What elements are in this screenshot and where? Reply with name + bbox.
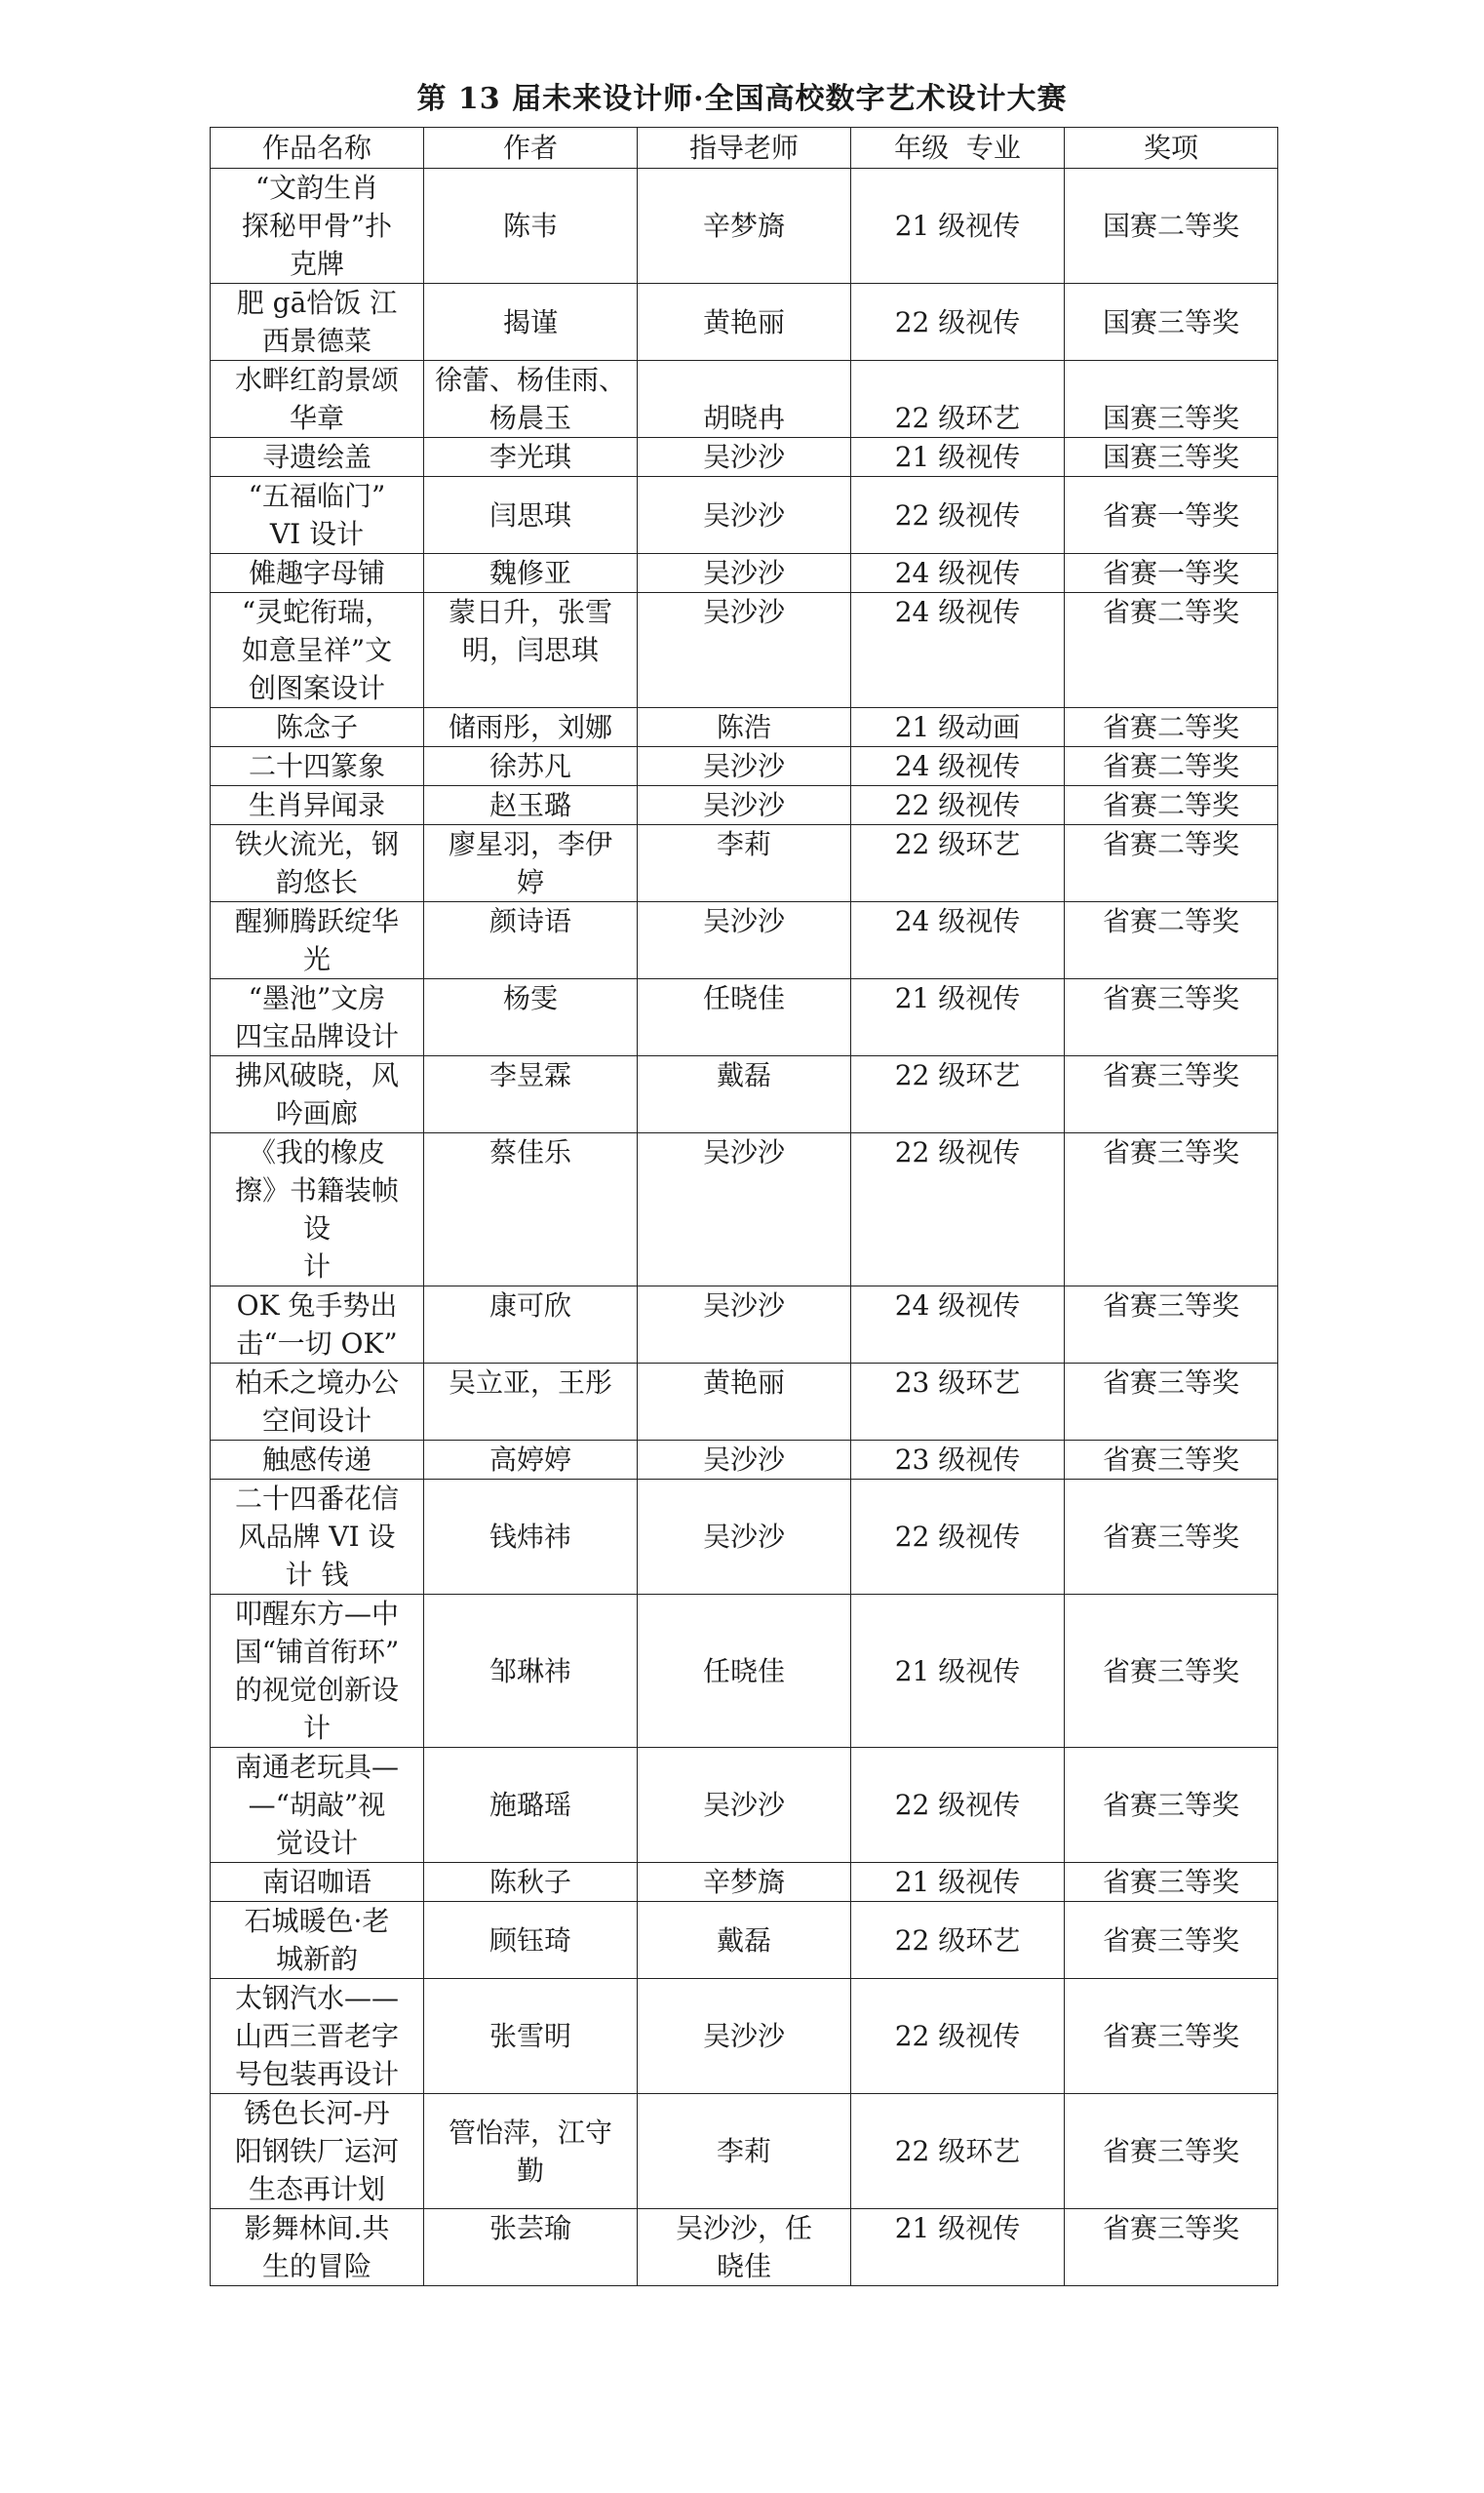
cell-work: “墨池”文房 四宝品牌设计	[211, 979, 424, 1056]
table-row	[211, 1364, 1278, 1441]
cell-advisor: 吴沙沙	[638, 786, 851, 825]
cell-work: 水畔红韵景颂 华章	[211, 361, 424, 438]
cell-grade-major: 21 级视传	[851, 1863, 1065, 1902]
cell-award: 国赛二等奖	[1065, 169, 1278, 284]
cell-author: 张雪明	[424, 1979, 638, 2094]
table-row	[211, 1133, 1278, 1286]
cell-award: 省赛三等奖	[1065, 1863, 1278, 1902]
cell-grade-major: 21 级动画	[851, 708, 1065, 747]
cell-grade-major: 24 级视传	[851, 593, 1065, 708]
cell-award: 省赛三等奖	[1065, 1133, 1278, 1286]
cell-author: 徐蕾、杨佳雨、 杨晨玉	[424, 361, 638, 438]
header-row	[211, 128, 1278, 169]
cell-work: 石城暖色·老 城新韵	[211, 1902, 424, 1979]
page-title: 第 13 届未来设计师·全国高校数字艺术设计大赛	[416, 82, 1068, 116]
cell-work: 叩醒东方—中 国“铺首衔环” 的视觉创新设 计	[211, 1595, 424, 1748]
cell-work: 醒狮腾跃绽华 光	[211, 902, 424, 979]
table-row	[211, 477, 1278, 554]
cell-award: 国赛三等奖	[1065, 361, 1278, 438]
table-row	[211, 1480, 1278, 1595]
cell-grade-major: 24 级视传	[851, 554, 1065, 593]
cell-award: 省赛三等奖	[1065, 1056, 1278, 1133]
cell-advisor: 辛梦旖	[638, 1863, 851, 1902]
cell-award: 省赛三等奖	[1065, 1979, 1278, 2094]
cell-advisor: 吴沙沙	[638, 1480, 851, 1595]
cell-advisor: 吴沙沙	[638, 1133, 851, 1286]
cell-advisor: 吴沙沙	[638, 477, 851, 554]
cell-work: 生肖异闻录	[211, 786, 424, 825]
table-row	[211, 284, 1278, 361]
table-row	[211, 2209, 1278, 2286]
cell-advisor: 吴沙沙，任 晓佳	[638, 2209, 851, 2286]
cell-author: 颜诗语	[424, 902, 638, 979]
column-header-author: 作者	[424, 128, 638, 169]
cell-award: 国赛三等奖	[1065, 438, 1278, 477]
cell-author: 蒙日升，张雪 明，闫思琪	[424, 593, 638, 708]
cell-award: 省赛二等奖	[1065, 747, 1278, 786]
table-row	[211, 979, 1278, 1056]
cell-author: 杨雯	[424, 979, 638, 1056]
cell-work: “五福临门” VI 设计	[211, 477, 424, 554]
table-row	[211, 593, 1278, 708]
cell-grade-major: 22 级环艺	[851, 361, 1065, 438]
cell-author: 钱炜祎	[424, 1480, 638, 1595]
cell-advisor: 吴沙沙	[638, 1979, 851, 2094]
cell-grade-major: 22 级视传	[851, 1480, 1065, 1595]
cell-work: 太钢汽水—— 山西三晋老字 号包装再设计	[211, 1979, 424, 2094]
cell-advisor: 吴沙沙	[638, 1748, 851, 1863]
cell-award: 省赛三等奖	[1065, 2094, 1278, 2209]
cell-award: 省赛二等奖	[1065, 902, 1278, 979]
cell-award: 省赛二等奖	[1065, 708, 1278, 747]
cell-award: 省赛三等奖	[1065, 1595, 1278, 1748]
cell-advisor: 辛梦旖	[638, 169, 851, 284]
table-row	[211, 361, 1278, 438]
cell-award: 省赛二等奖	[1065, 593, 1278, 708]
cell-award: 省赛三等奖	[1065, 2209, 1278, 2286]
cell-work: 锈色长河-丹 阳钢铁厂运河 生态再计划	[211, 2094, 424, 2209]
cell-work: OK 兔手势出 击“一切 OK”	[211, 1286, 424, 1364]
cell-award: 省赛三等奖	[1065, 979, 1278, 1056]
cell-author: 高婷婷	[424, 1441, 638, 1480]
cell-advisor: 任晓佳	[638, 979, 851, 1056]
column-header-grade-major: 年级 专业	[851, 128, 1065, 169]
table-row	[211, 169, 1278, 284]
cell-grade-major: 23 级视传	[851, 1441, 1065, 1480]
cell-advisor: 吴沙沙	[638, 554, 851, 593]
cell-work: “文韵生肖 探秘甲骨”扑 克牌	[211, 169, 424, 284]
cell-grade-major: 22 级环艺	[851, 1902, 1065, 1979]
cell-author: 顾钰琦	[424, 1902, 638, 1979]
cell-work: 二十四番花信 风品牌 VI 设 计 钱	[211, 1480, 424, 1595]
column-header-award: 奖项	[1065, 128, 1278, 169]
awards-table	[210, 127, 1278, 2286]
table-row	[211, 438, 1278, 477]
cell-author: 张芸瑜	[424, 2209, 638, 2286]
cell-work: 柏禾之境办公 空间设计	[211, 1364, 424, 1441]
cell-award: 省赛三等奖	[1065, 1902, 1278, 1979]
cell-author: 李光琪	[424, 438, 638, 477]
cell-work: 铁火流光，钢 韵悠长	[211, 825, 424, 902]
cell-grade-major: 22 级视传	[851, 284, 1065, 361]
cell-grade-major: 24 级视传	[851, 1286, 1065, 1364]
cell-work: “灵蛇衔瑞， 如意呈祥”文 创图案设计	[211, 593, 424, 708]
cell-work: 触感传递	[211, 1441, 424, 1480]
cell-award: 省赛三等奖	[1065, 1441, 1278, 1480]
table-header	[211, 128, 1278, 169]
cell-author: 管怡萍，江守 勤	[424, 2094, 638, 2209]
cell-work: 影舞林间.共 生的冒险	[211, 2209, 424, 2286]
table-row	[211, 554, 1278, 593]
cell-advisor: 黄艳丽	[638, 284, 851, 361]
cell-award: 省赛三等奖	[1065, 1286, 1278, 1364]
cell-grade-major: 22 级环艺	[851, 2094, 1065, 2209]
column-header-work: 作品名称	[211, 128, 424, 169]
cell-award: 省赛一等奖	[1065, 554, 1278, 593]
cell-author: 康可欣	[424, 1286, 638, 1364]
cell-grade-major: 24 级视传	[851, 747, 1065, 786]
cell-work: 二十四篆象	[211, 747, 424, 786]
cell-award: 国赛三等奖	[1065, 284, 1278, 361]
table-row	[211, 1595, 1278, 1748]
table-row	[211, 2094, 1278, 2209]
cell-advisor: 李莉	[638, 825, 851, 902]
cell-grade-major: 22 级视传	[851, 477, 1065, 554]
cell-work: 肥 gā恰饭 江 西景德菜	[211, 284, 424, 361]
cell-advisor: 黄艳丽	[638, 1364, 851, 1441]
cell-advisor: 戴磊	[638, 1902, 851, 1979]
cell-author: 廖星羽，李伊 婷	[424, 825, 638, 902]
cell-grade-major: 22 级环艺	[851, 1056, 1065, 1133]
cell-grade-major: 24 级视传	[851, 902, 1065, 979]
cell-advisor: 吴沙沙	[638, 747, 851, 786]
cell-advisor: 吴沙沙	[638, 1441, 851, 1480]
cell-advisor: 陈浩	[638, 708, 851, 747]
cell-award: 省赛三等奖	[1065, 1364, 1278, 1441]
cell-author: 揭谨	[424, 284, 638, 361]
column-header-advisor: 指导老师	[638, 128, 851, 169]
cell-author: 闫思琪	[424, 477, 638, 554]
cell-award: 省赛三等奖	[1065, 1480, 1278, 1595]
cell-work: 《我的橡皮 擦》书籍装帧 设 计	[211, 1133, 424, 1286]
cell-work: 傩趣字母铺	[211, 554, 424, 593]
cell-author: 邹琳祎	[424, 1595, 638, 1748]
cell-author: 魏修亚	[424, 554, 638, 593]
table-row	[211, 708, 1278, 747]
cell-advisor: 李莉	[638, 2094, 851, 2209]
cell-author: 李昱霖	[424, 1056, 638, 1133]
table-row	[211, 1863, 1278, 1902]
cell-work: 南诏咖语	[211, 1863, 424, 1902]
cell-grade-major: 21 级视传	[851, 979, 1065, 1056]
table-row	[211, 786, 1278, 825]
cell-award: 省赛二等奖	[1065, 786, 1278, 825]
cell-grade-major: 22 级环艺	[851, 825, 1065, 902]
cell-grade-major: 22 级视传	[851, 1979, 1065, 2094]
cell-work: 拂风破晓，风 吟画廊	[211, 1056, 424, 1133]
table-row	[211, 1979, 1278, 2094]
table-row	[211, 747, 1278, 786]
cell-author: 徐苏凡	[424, 747, 638, 786]
cell-advisor: 胡晓冉	[638, 361, 851, 438]
table-row	[211, 1286, 1278, 1364]
cell-grade-major: 23 级环艺	[851, 1364, 1065, 1441]
cell-award: 省赛三等奖	[1065, 1748, 1278, 1863]
cell-advisor: 吴沙沙	[638, 593, 851, 708]
table-row	[211, 825, 1278, 902]
cell-work: 寻遗绘盖	[211, 438, 424, 477]
cell-author: 蔡佳乐	[424, 1133, 638, 1286]
cell-advisor: 任晓佳	[638, 1595, 851, 1748]
table-row	[211, 1056, 1278, 1133]
cell-grade-major: 21 级视传	[851, 1595, 1065, 1748]
cell-advisor: 吴沙沙	[638, 1286, 851, 1364]
table-row	[211, 902, 1278, 979]
cell-author: 陈秋子	[424, 1863, 638, 1902]
table-body	[211, 169, 1278, 2286]
cell-work: 南通老玩具— —“胡敲”视 觉设计	[211, 1748, 424, 1863]
cell-advisor: 吴沙沙	[638, 902, 851, 979]
cell-author: 赵玉璐	[424, 786, 638, 825]
cell-grade-major: 22 级视传	[851, 1133, 1065, 1286]
cell-author: 陈韦	[424, 169, 638, 284]
cell-grade-major: 22 级视传	[851, 786, 1065, 825]
table-row	[211, 1902, 1278, 1979]
cell-advisor: 戴磊	[638, 1056, 851, 1133]
cell-author: 储雨彤，刘娜	[424, 708, 638, 747]
cell-work: 陈念子	[211, 708, 424, 747]
cell-advisor: 吴沙沙	[638, 438, 851, 477]
cell-grade-major: 22 级视传	[851, 1748, 1065, 1863]
cell-grade-major: 21 级视传	[851, 2209, 1065, 2286]
cell-grade-major: 21 级视传	[851, 169, 1065, 284]
cell-author: 吴立亚，王彤	[424, 1364, 638, 1441]
table-row	[211, 1748, 1278, 1863]
cell-author: 施璐瑶	[424, 1748, 638, 1863]
cell-grade-major: 21 级视传	[851, 438, 1065, 477]
cell-award: 省赛一等奖	[1065, 477, 1278, 554]
table-row	[211, 1441, 1278, 1480]
cell-award: 省赛二等奖	[1065, 825, 1278, 902]
